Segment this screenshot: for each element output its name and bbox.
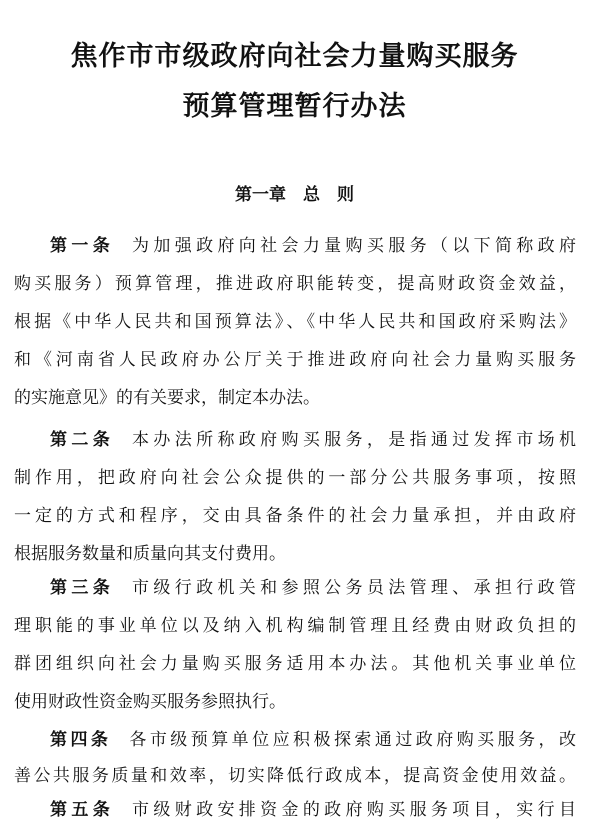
article-5-label: 第五条 [50, 800, 115, 820]
article-5-first-line [50, 800, 576, 820]
article-3-line-1: 市级行政机关和参照公务员法管理、承担行政管 [132, 578, 576, 598]
article-1-line-1: 为加强政府向社会力量购买服务（以下简称政府 [132, 236, 576, 256]
article-1-first-line [50, 236, 576, 256]
article-5-line-1: 市级财政安排资金的政府购买服务项目，实行目 [132, 800, 576, 820]
article-2-first-line [50, 430, 576, 450]
article-1-line-3: 根据《中华人民共和国预算法》、《中华人民共和国政府采购法》 [14, 312, 576, 332]
article-2-line-4: 根据服务数量和质量向其支付费用。 [14, 544, 286, 564]
article-3-line-4: 使用财政性资金购买服务参照执行。 [14, 692, 286, 712]
document-title-line-2: 预算管理暂行办法 [182, 91, 407, 122]
article-1-line-2: 购买服务）预算管理，推进政府职能转变，提高财政资金效益， [14, 274, 576, 294]
article-1-label: 第一条 [50, 236, 115, 256]
article-3-line-3: 群团组织向社会力量购买服务适用本办法。其他机关事业单位 [14, 654, 576, 674]
article-3-label: 第三条 [50, 578, 115, 598]
article-3-line-2: 理职能的事业单位以及纳入机构编制管理且经费由财政负担的 [14, 616, 576, 636]
document-title-line-1: 焦作市市级政府向社会力量购买服务 [70, 41, 519, 72]
article-4-label: 第四条 [50, 730, 112, 750]
article-3-first-line [50, 578, 576, 598]
article-2-label: 第二条 [50, 430, 115, 450]
article-2-line-1: 本办法所称政府购买服务，是指通过发挥市场机 [132, 430, 576, 450]
article-4-first-line [50, 730, 576, 750]
article-1-line-5: 的实施意见》的有关要求，制定本办法。 [14, 388, 320, 408]
article-4-line-2: 善公共服务质量和效率，切实降低行政成本，提高资金使用效益。 [14, 766, 576, 786]
article-2-line-2: 制作用，把政府向社会公众提供的一部分公共服务事项，按照 [14, 468, 576, 488]
article-2-line-3: 一定的方式和程序，交由具备条件的社会力量承担，并由政府 [14, 506, 576, 526]
article-1-line-4: 和《河南省人民政府办公厅关于推进政府向社会力量购买服务 [14, 350, 576, 370]
article-4-line-1: 各市级预算单位应积极探索通过政府购买服务，改 [129, 730, 576, 750]
chapter-heading: 第一章 总 则 [235, 185, 354, 205]
